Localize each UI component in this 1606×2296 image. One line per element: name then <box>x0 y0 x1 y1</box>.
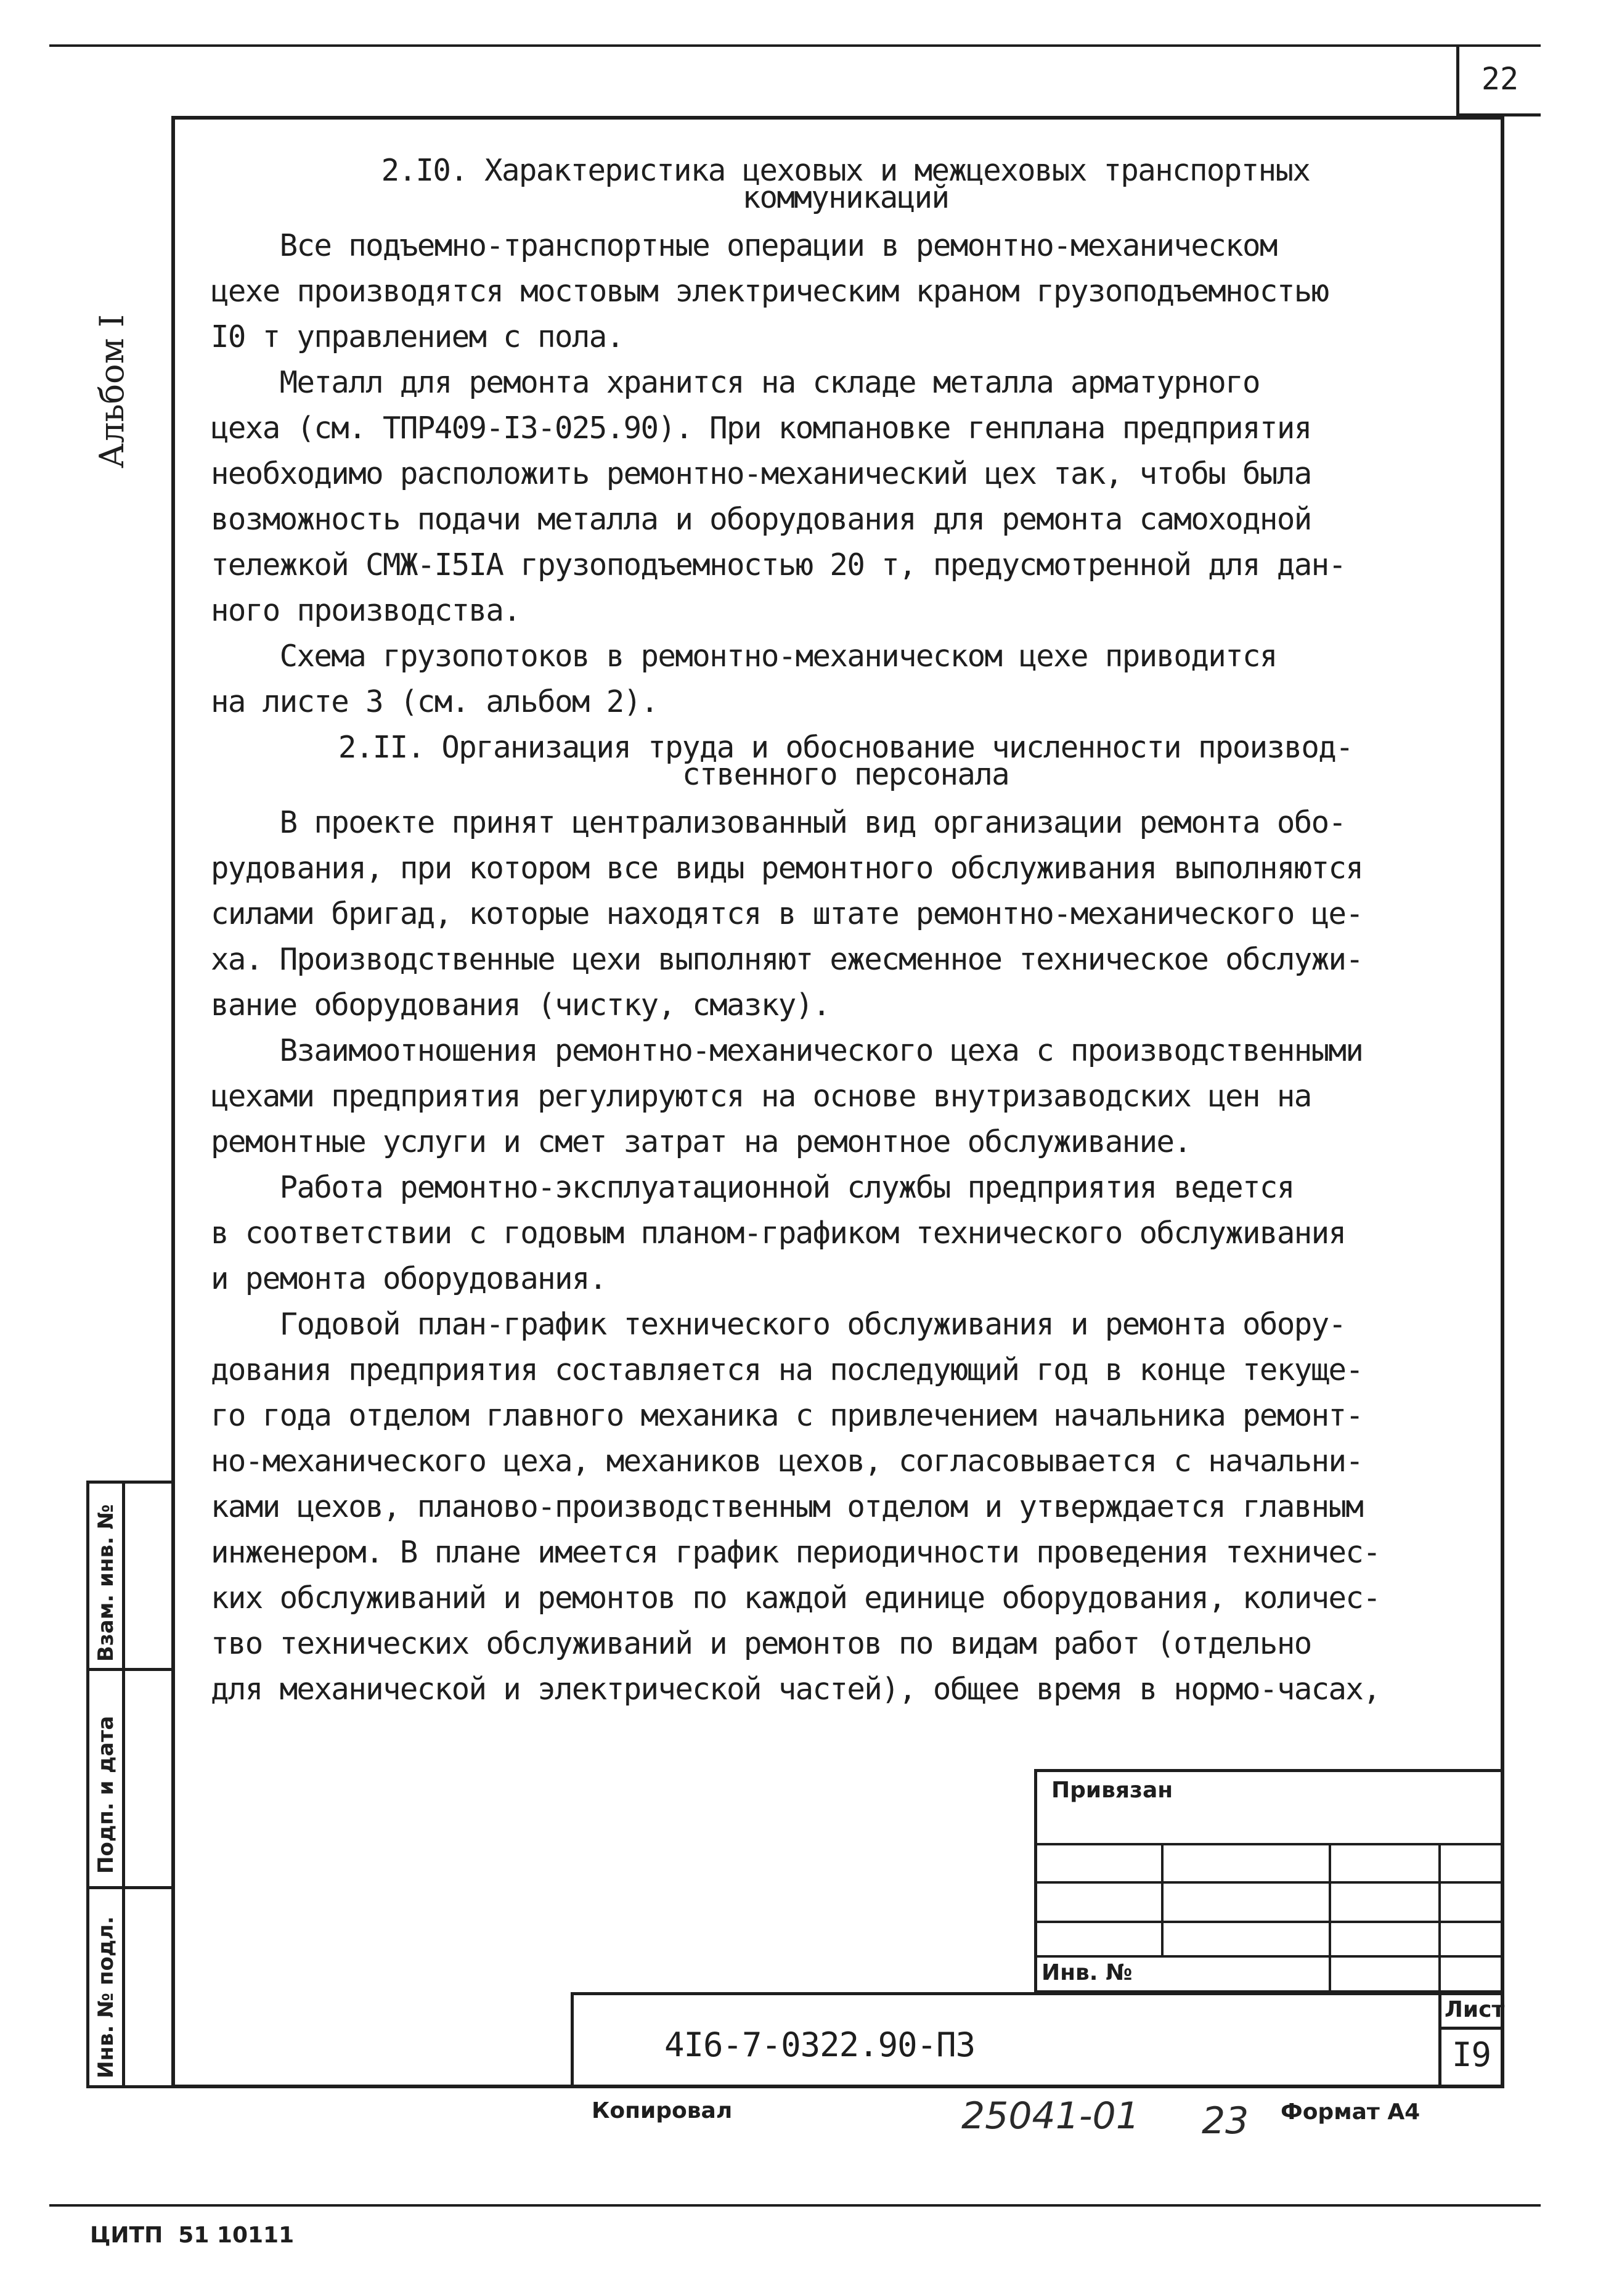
paragraph-line: и ремонта оборудования. <box>211 1261 606 1296</box>
paragraph-line: возможность подачи металла и оборудования для ремонта самоходной <box>211 502 1311 537</box>
paragraph-line: ками цехов, планово-производственным отделом и утверждается главным <box>211 1489 1363 1524</box>
privyazan-row-3 <box>1034 1921 1504 1923</box>
handwritten-page: 23 <box>1202 2099 1249 2143</box>
vzam-inv-label: Взам. инв. № <box>94 1504 118 1662</box>
kopiroval-label: Копировал <box>592 2098 733 2123</box>
doc-code: 4I6-7-0322.90-ПЗ <box>664 2025 976 2064</box>
paragraph-line: цехе производятся мостовым электрическим краном грузоподъемностью <box>211 274 1329 309</box>
format-label: Формат А4 <box>1281 2099 1421 2125</box>
list-value: I9 <box>1452 2035 1491 2074</box>
list-label: Лист <box>1445 1997 1505 2022</box>
list-row <box>1438 2027 1504 2030</box>
paragraph-line: необходимо расположить ремонтно-механический цех так, чтобы была <box>211 456 1311 491</box>
paragraph-line: Годовой план-график технического обслуживания и ремонта обору- <box>211 1307 1346 1342</box>
paragraph-line: дования предприятия составляется на последующий год в конце текуще- <box>211 1352 1363 1387</box>
paragraph-line: но-механического цеха, механиков цехов, согласовывается с начальни- <box>211 1444 1363 1479</box>
section-heading-line: коммуникаций <box>742 180 949 215</box>
paragraph-line: в соответствии с годовым планом-графиком технического обслуживания <box>211 1215 1346 1251</box>
privyazan-col-1 <box>1161 1843 1164 1955</box>
privyazan-row-4 <box>1034 1955 1504 1958</box>
paragraph-line: ного производства. <box>211 593 521 628</box>
privyazan-row-1 <box>1034 1843 1504 1845</box>
paragraph-line: ремонтные услуги и смет затрат на ремонтное обслуживание. <box>211 1124 1191 1159</box>
paragraph-line: ха. Производственные цехи выполняют ежесменное техническое обслужи- <box>211 942 1363 977</box>
paragraph-line: тво технических обслуживаний и ремонтов по видам работ (отдельно <box>211 1626 1311 1661</box>
paragraph-line: тележкой СМЖ-I5IА грузоподъемностью 20 т, предусмотренной для дан- <box>211 547 1346 582</box>
privyazan-col-3 <box>1438 1843 1441 1993</box>
podp-data-label: Подп. и дата <box>94 1715 118 1874</box>
side-stamp-row-1 <box>86 1668 175 1671</box>
paragraph-line: Взаимоотношения ремонтно-механического цеха с производственными <box>211 1033 1363 1068</box>
page-number: 22 <box>1456 44 1541 116</box>
paragraph-line: цеха (см. ТПР409-I3-025.90). При компановке генплана предприятия <box>211 411 1311 446</box>
paragraph-line: Металл для ремонта хранится на складе металла арматурного <box>211 365 1260 400</box>
inv-no-label: Инв. № <box>1041 1960 1133 1985</box>
paragraph-line: Схема грузопотоков в ремонтно-механическом цехе приводится <box>211 639 1277 674</box>
side-stamp-row-2 <box>86 1886 175 1889</box>
paragraph-line: рудования, при котором все виды ремонтного обслуживания выполняются <box>211 851 1363 886</box>
paragraph-line: для механической и электрической частей), общее время в нормо-часах, <box>211 1672 1380 1707</box>
handwritten-code: 25041-01 <box>961 2094 1139 2138</box>
section-heading-line: ственного персонала <box>682 757 1009 792</box>
paragraph-line: инженером. В плане имеется график периодичности проведения техничес- <box>211 1535 1380 1570</box>
paragraph-line: Работа ремонтно-эксплуатационной службы предприятия ведется <box>211 1170 1294 1205</box>
list-divider <box>1438 1992 1441 2088</box>
paragraph-line: на листе 3 (см. альбом 2). <box>211 684 658 719</box>
paragraph-line: Все подъемно-транспортные операции в ремонтно-механическом <box>211 228 1277 263</box>
paragraph-line: цехами предприятия регулируются на основе внутризаводских цен на <box>211 1079 1311 1114</box>
paragraph-line: I0 т управлением с пола. <box>211 319 624 354</box>
bottom-rule <box>49 2204 1541 2207</box>
top-rule <box>49 44 1541 47</box>
paragraph-line: вание оборудования (чистку, смазку). <box>211 987 830 1023</box>
citp-label: ЦИТП 51 10111 <box>90 2223 295 2248</box>
privyazan-label: Привязан <box>1051 1778 1173 1803</box>
paragraph-line: ких обслуживаний и ремонтов по каждой единице оборудования, количес- <box>211 1580 1380 1616</box>
side-stamp-divider <box>122 1481 125 2088</box>
inv-podl-label: Инв. № подл. <box>94 1916 118 2078</box>
paragraph-line: В проекте принят централизованный вид организации ремонта обо- <box>211 805 1346 840</box>
privyazan-col-2 <box>1329 1843 1331 1993</box>
section-heading-line: 2.I0. Характеристика цеховых и межцеховых транспортных <box>381 153 1310 188</box>
section-heading-line: 2.II. Организация труда и обоснование численности производ- <box>338 730 1353 765</box>
privyazan-row-2 <box>1034 1881 1504 1884</box>
album-label: Альбом I <box>92 314 131 468</box>
paragraph-line: силами бригад, которые находятся в штате ремонтно-механического це- <box>211 896 1363 931</box>
paragraph-line: го года отделом главного механика с привлечением начальника ремонт- <box>211 1398 1363 1433</box>
